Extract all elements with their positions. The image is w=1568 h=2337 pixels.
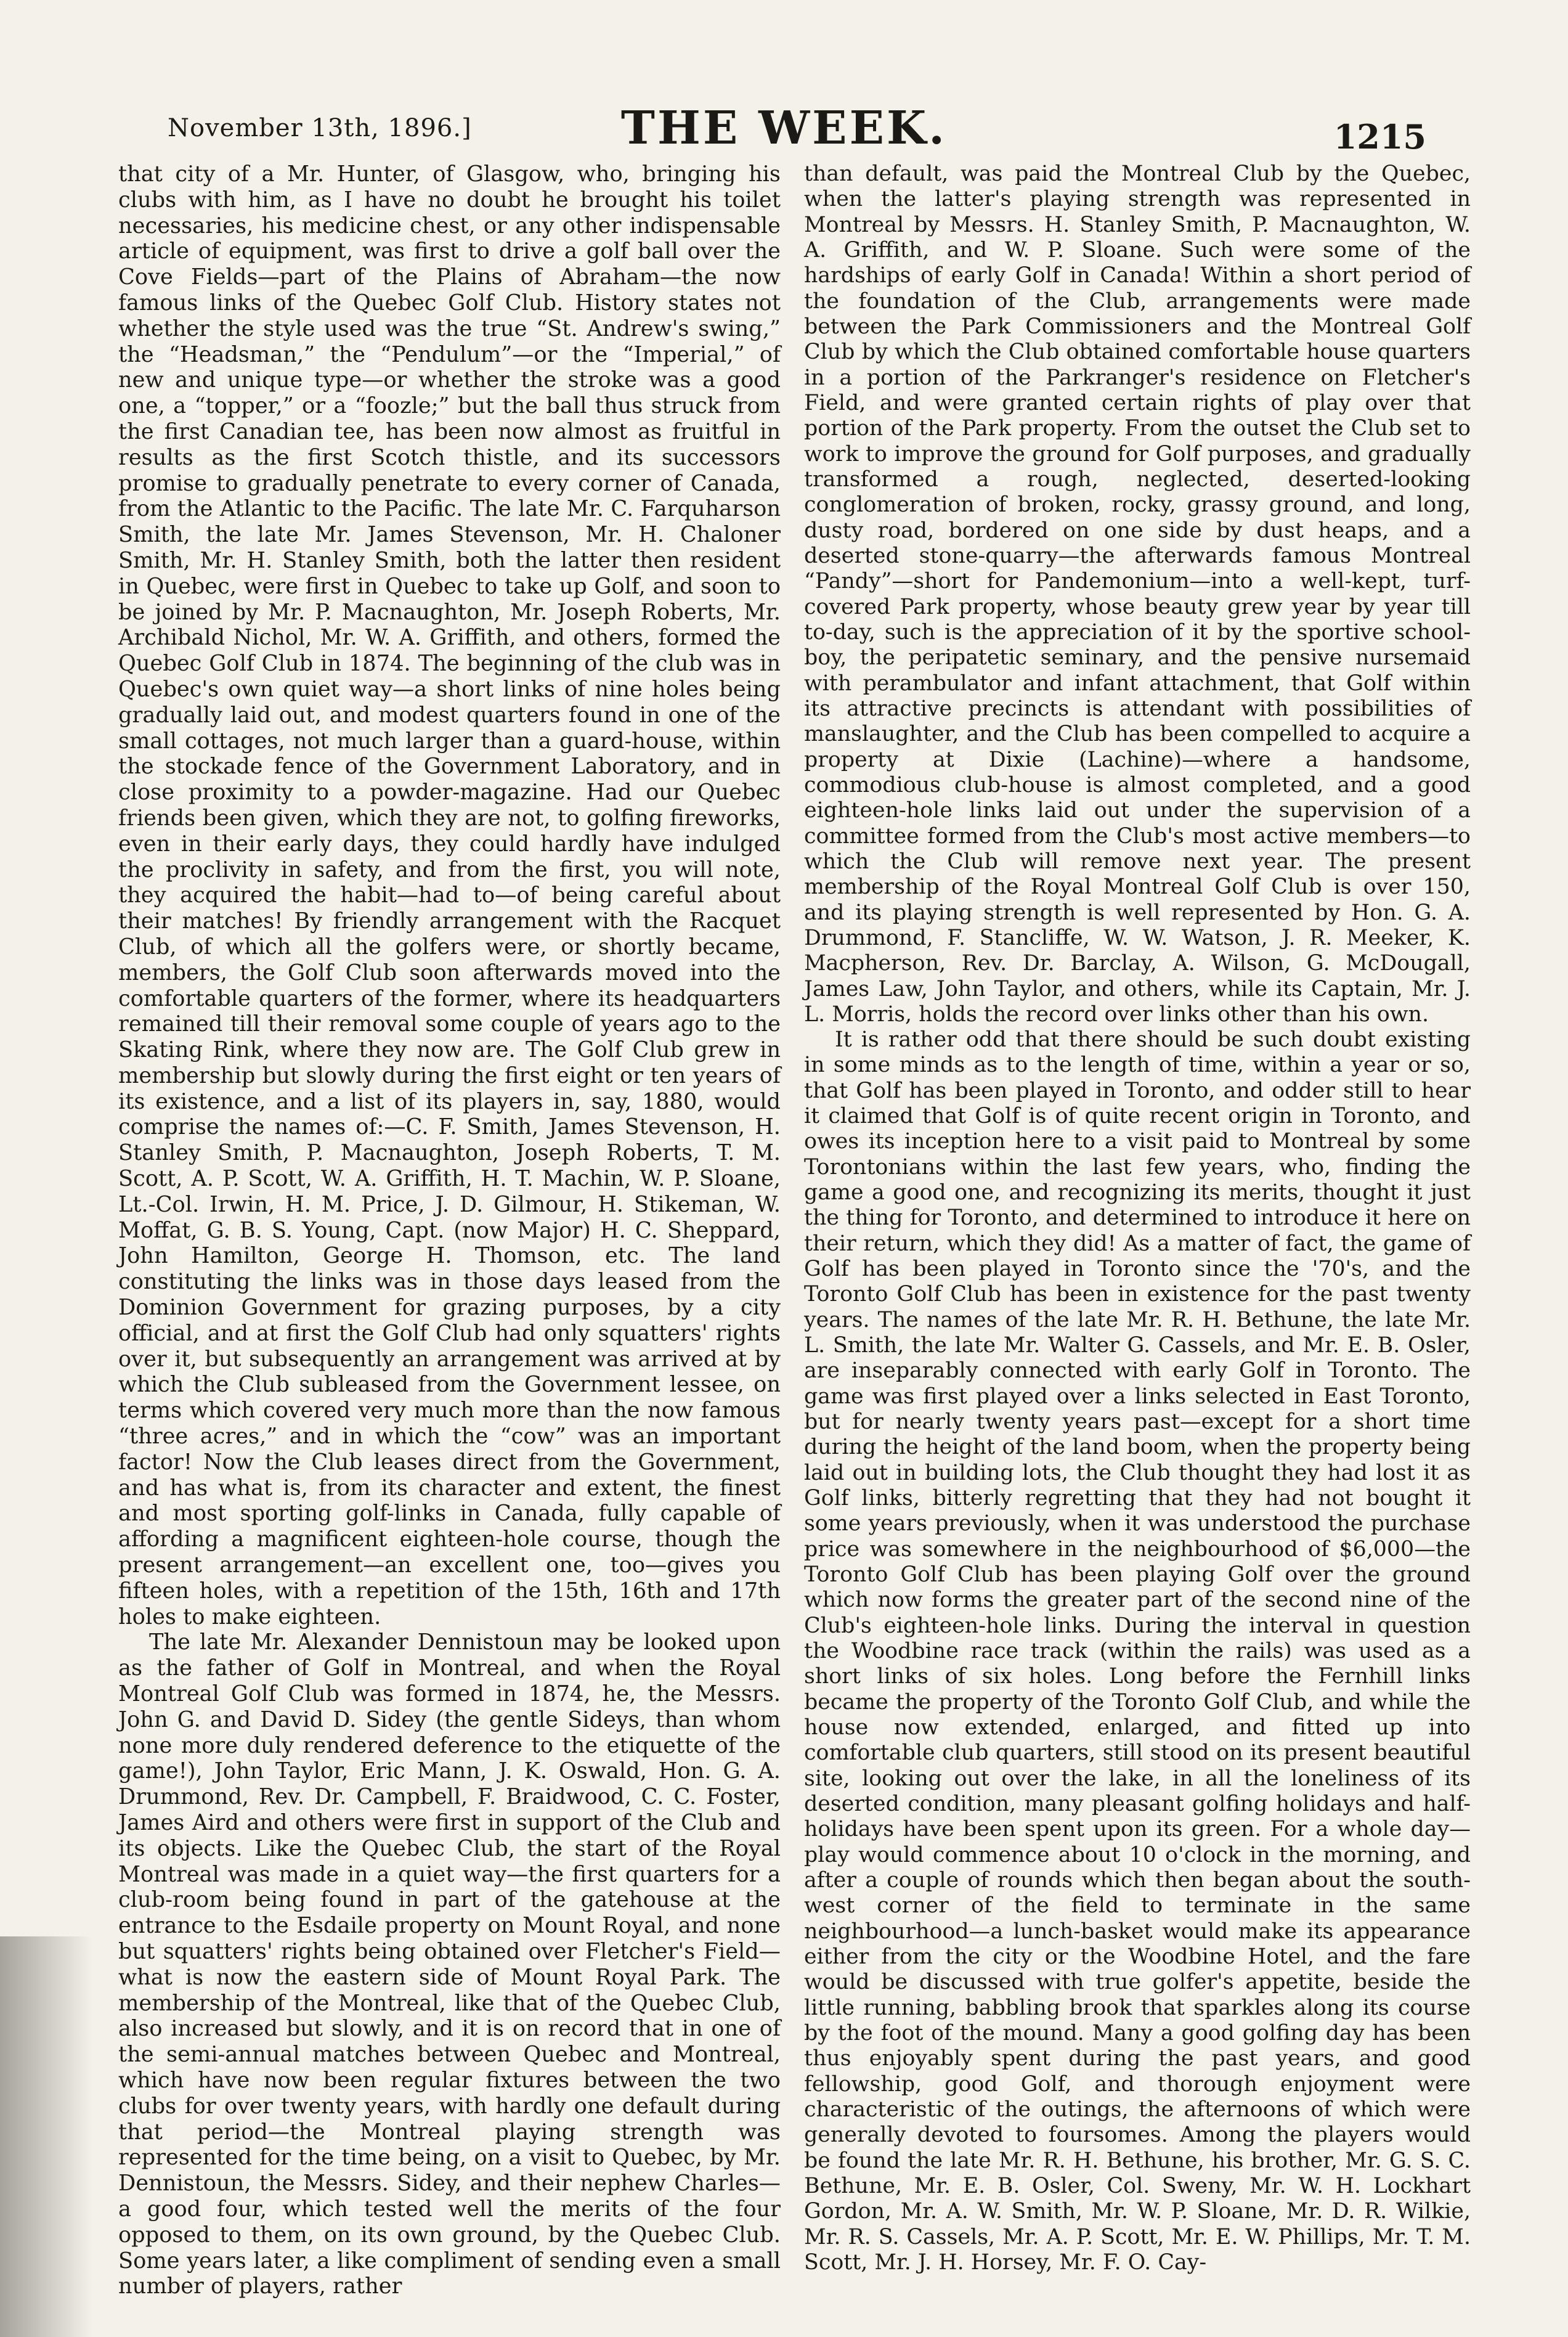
paragraph-montreal-club-continued: than default, was paid the Montreal Club by the Quebec, when the latter's playing strength was represented in Montreal by Messrs. H. Stanley Smith, P. Macnaughton, W. A. Griffith, and W. P. Sloane. Such were some of the hardships of early Golf in Canada! Within a short period of the foundation of the Club, arrangements were made between the Park Commissioners and the Montreal Golf Club by which the Club obtained comfortable house quarters in a portion of the Parkranger's residence on Fletcher's Field, and were granted certain rights of play over that portion of the Park property. From the outset the Club set to work to improve the ground for Golf purposes, and gradually transformed a rough, neglected, deserted-looking conglomeration of broken, rocky, grassy ground, and long, dusty road, bordered on one side by dust heaps, and a deserted stone-quarry—the afterwards famous Montreal “Pandy”—short for Pandemonium—into a well-kept, turf-covered Park property, whose beauty grew year by year till to-day, such is the appreciation of it by the sportive school-boy, the peripatetic seminary, and the pensive nursemaid with perambulator and infant attachment, that Golf within its attractive precincts is attendant with possibilities of manslaughter, and the Club has been compelled to acquire a property at Dixie (Lachine)—where a handsome, commodious club-house is almost completed, and a good eighteen-hole links laid out under the supervision of a committee formed from the Club's most active members—to which the Club will remove next year. The present membership of the Royal Montreal Golf Club is over 150, and its playing strength is well represented by Hon. G. A. Drummond, F. Stancliffe, W. W. Watson, J. R. Meeker, K. Macpherson, Rev. Dr. Barclay, A. Wilson, G. McDougall, James Law, John Taylor, and others, while its Captain, Mr. J. L. Morris, holds the record over links other than his own.	[804, 161, 1471, 1027]
right-column	[804, 161, 1471, 2275]
scan-edge-shadow	[0, 1936, 92, 2337]
paragraph-quebec-golf-club: that city of a Mr. Hunter, of Glasgow, who, bringing his clubs with him, as I have no doubt he brought his toilet necessaries, his medicine chest, or any other indispensable article of equipment, was first to drive a golf ball over the Cove Fields—part of the Plains of Abraham—the now famous links of the Quebec Golf Club. History states not whether the style used was the true “St. Andrew's swing,” the “Headsman,” the “Pendulum”—or the “Imperial,” of new and unique type—or whether the stroke was a good one, a “topper,” or a “foozle;” but the ball thus struck from the first Canadian tee, has been now almost as fruitful in results as the first Scotch thistle, and its successors promise to gradually penetrate to every corner of Canada, from the Atlantic to the Pacific. The late Mr. C. Farquharson Smith, the late Mr. James Stevenson, Mr. H. Chaloner Smith, Mr. H. Stanley Smith, both the latter then resident in Quebec, were first in Quebec to take up Golf, and soon to be joined by Mr. P. Macnaughton, Mr. Joseph Roberts, Mr. Archibald Nichol, Mr. W. A. Griffith, and others, formed the Quebec Golf Club in 1874. The beginning of the club was in Quebec's own quiet way—a short links of nine holes being gradually laid out, and modest quarters found in one of the small cottages, not much larger than a guard-house, within the stockade fence of the Government Laboratory, and in close proximity to a powder-magazine. Had our Quebec friends been given, which they are not, to golfing fireworks, even in their early days, they could hardly have indulged the proclivity in safety, and from the first, you will note, they acquired the habit—had to—of being careful about their matches! By friendly arrangement with the Racquet Club, of which all the golfers were, or shortly became, members, the Golf Club soon afterwards moved into the comfortable quarters of the former, where its headquarters remained till their removal some couple of years ago to the Skating Rink, where they now are. The Golf Club grew in membership but slowly during the first eight or ten years of its existence, and a list of its players in, say, 1880, would comprise the names of:—C. F. Smith, James Stevenson, H. Stanley Smith, P. Macnaughton, Joseph Roberts, T. M. Scott, A. P. Scott, W. A. Griffith, H. T. Machin, W. P. Sloane, Lt.-Col. Irwin, H. M. Price, J. D. Gilmour, H. Stikeman, W. Moffat, G. B. S. Young, Capt. (now Major) H. C. Sheppard, John Hamilton, George H. Thomson, etc. The land constituting the links was in those days leased from the Dominion Government for grazing purposes, by a city official, and at first the Golf Club had only squatters' rights over it, but subsequently an arrangement was arrived at by which the Club subleased from the Government lessee, on terms which covered very much more than the now famous “three acres,” and in which the “cow” was an important factor! Now the Club leases direct from the Government, and has what is, from its character and extent, the finest and most sporting golf-links in Canada, fully capable of affording a magnificent eighteen-hole course, though the present arrangement—an excellent one, too—gives you fifteen holes, with a repetition of the 15th, 16th and 17th holes to make eighteen.	[118, 161, 781, 1629]
left-column	[118, 161, 781, 2299]
paragraph-toronto-golf: It is rather odd that there should be such doubt existing in some minds as to the length of time, within a year or so, that Golf has been played in Toronto, and odder still to hear it claimed that Golf is of quite recent origin in Toronto, and owes its inception here to a visit paid to Montreal by some Torontonians within the last few years, who, finding the game a good one, and recognizing its merits, thought it just the thing for Toronto, and determined to introduce it here on their return, which they did! As a matter of fact, the game of Golf has been played in Toronto since the '70's, and the Toronto Golf Club has been in existence for the past twenty years. The names of the late Mr. R. H. Bethune, the late Mr. L. Smith, the late Mr. Walter G. Cassels, and Mr. E. B. Osler, are inseparably connected with early Golf in Toronto. The game was first played over a links selected in East Toronto, but for nearly twenty years past—except for a short time during the height of the land boom, when the property being laid out in building lots, the Club thought they had lost it as Golf links, bitterly regretting that they had not bought it some years previously, when it was understood the purchase price was somewhere in the neighbourhood of $6,000—the Toronto Golf Club has been playing Golf over the ground which now forms the greater part of the second nine of the Club's eighteen-hole links. During the interval in question the Woodbine race track (within the rails) was used as a short links of six holes. Long before the Fernhill links became the property of the Toronto Golf Club, and while the house now extended, enlarged, and fitted up into comfortable club quarters, still stood on its present beautiful site, looking out over the lake, in all the loneliness of its deserted condition, many pleasant golfing holidays and half-holidays have been spent upon its green. For a whole day—play would commence about 10 o'clock in the morning, and after a couple of rounds which then began about the south-west corner of the field to terminate in the same neighbourhood—a lunch-basket would make its appearance either from the city or the Woodbine Hotel, and the fare would be discussed with true golfer's appetite, beside the little running, babbling brook that sparkles along its course by the foot of the mound. Many a good golfing day has been thus enjoyably spent during the past years, and good fellowship, good Golf, and thorough enjoyment were characteristic of the outings, the afternoons of which were generally devoted to foursomes. Among the players would be found the late Mr. R. H. Bethune, his brother, Mr. G. S. C. Bethune, Mr. E. B. Osler, Col. Sweny, Mr. W. H. Lockhart Gordon, Mr. A. W. Smith, Mr. W. P. Sloane, Mr. D. R. Wilkie, Mr. R. S. Cassels, Mr. A. P. Scott, Mr. E. W. Phillips, Mr. T. M. Scott, Mr. J. H. Horsey, Mr. F. O. Cay-	[804, 1027, 1471, 2275]
issue-date: November 13th, 1896.]	[168, 114, 472, 142]
publication-title: THE WEEK.	[620, 102, 948, 155]
page-number: 1215	[1333, 117, 1426, 157]
paragraph-montreal-golf: The late Mr. Alexander Dennistoun may be looked upon as the father of Golf in Montreal, and when the Royal Montreal Golf Club was formed in 1874, he, the Messrs. John G. and David D. Sidey (the gentle Sideys, than whom none more duly rendered deference to the etiquette of the game!), John Taylor, Eric Mann, J. K. Oswald, Hon. G. A. Drummond, Rev. Dr. Campbell, F. Braidwood, C. C. Foster, James Aird and others were first in support of the Club and its objects. Like the Quebec Club, the start of the Royal Montreal was made in a quiet way—the first quarters for a club-room being found in part of the gatehouse at the entrance to the Esdaile property on Mount Royal, and none but squatters' rights being obtained over Fletcher's Field—what is now the eastern side of Mount Royal Park. The membership of the Montreal, like that of the Quebec Club, also increased but slowly, and it is on record that in one of the semi-annual matches between Quebec and Montreal, which have now been regular fixtures between the two clubs for over twenty years, with hardly one default during that period—the Montreal playing strength was represented for the time being, on a visit to Quebec, by Mr. Dennistoun, the Messrs. Sidey, and their nephew Charles—a good four, which tested well the merits of the four opposed to them, on its own ground, by the Quebec Club. Some years later, a like compliment of sending even a small number of players, rather	[118, 1629, 781, 2299]
page-header	[0, 92, 1568, 166]
